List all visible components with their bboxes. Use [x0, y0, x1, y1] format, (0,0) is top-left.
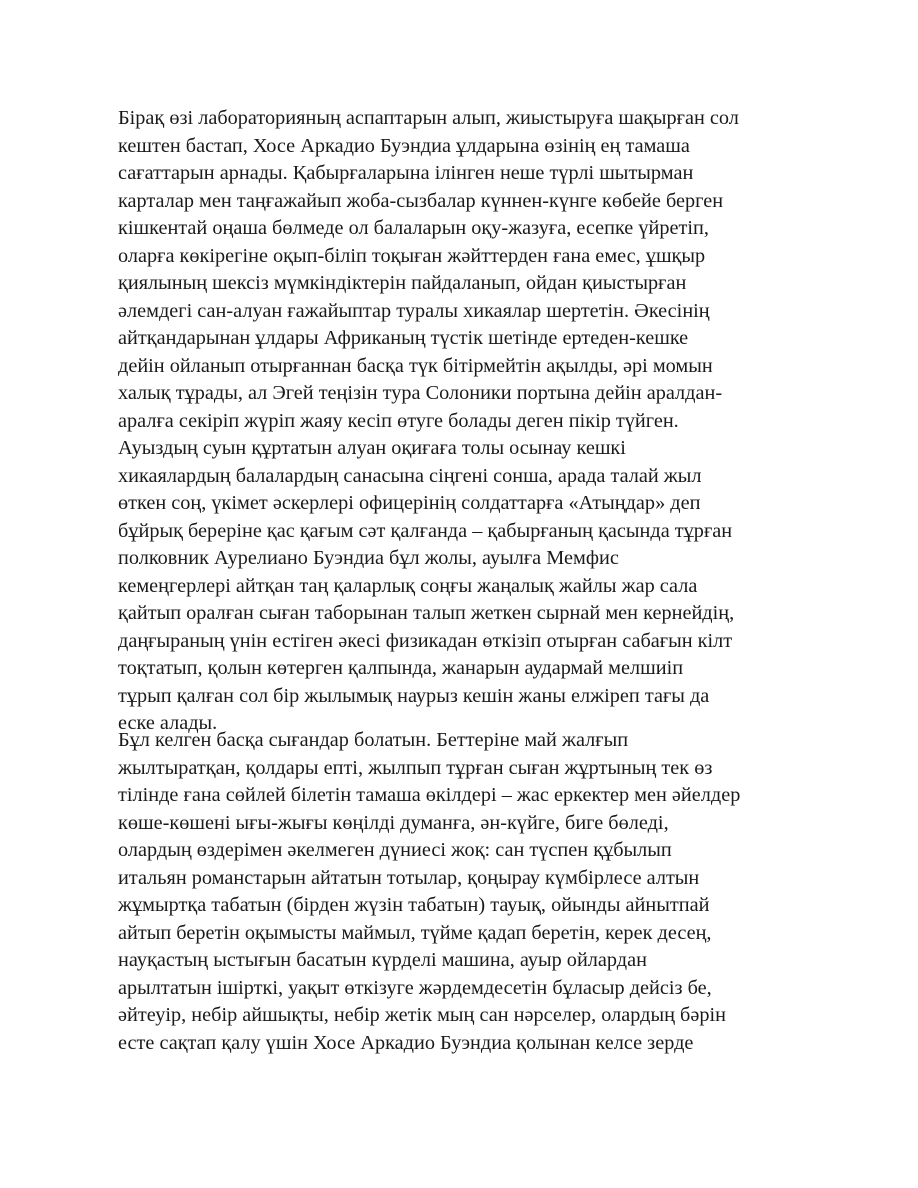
text-line: тілінде ғана сөйлей білетін тамаша өкілдері – жас еркектер мен әйелдер: [118, 784, 741, 806]
text-line: кемеңгерлері айтқан таң қаларлық соңғы жаңалық жайлы жар сала: [118, 574, 698, 597]
text-line: жұмыртқа табатын (бірден жүзін табатын) тауық, ойынды айнытпай: [118, 894, 710, 916]
text-line: олардың өздерімен әкелмеген дүниесі жоқ: сан түспен құбылып: [118, 839, 672, 861]
text-line: хикаялардың балалардың санасына сіңгені сонша, арада талай жыл: [118, 464, 702, 487]
text-line: жылтыратқан, қолдары епті, жылпып тұрған сыған жұртының тек өз: [118, 756, 713, 779]
text-line: Ауыздың суын құртатын алуан оқиғаға толы осынау кешкі: [118, 437, 626, 459]
text-line: қайтып оралған сыған таборынан талып жеткен сырнай мен кернейдің,: [118, 602, 735, 624]
text-line: сағаттарын арнады. Қабырғаларына ілінген неше түрлі шытырман: [118, 162, 694, 184]
text-line: кештен бастап, Хосе Аркадио Буэндиа ұлдарына өзінің ең тамаша: [118, 134, 690, 157]
text-line: Бұл келген басқа сығандар болатын. Беттеріне май жалғып: [118, 729, 629, 751]
text-line: полковник Аурелиано Буэндиа бұл жолы, ауылға Мемфис: [118, 547, 619, 569]
text-line: еске алады.: [118, 712, 218, 734]
text-line: кішкентай оңаша бөлмеде ол балаларын оқу-жазуға, есепке үйретіп,: [118, 217, 709, 239]
text-line: көше-көшені ығы-жығы көңілді думанға, ән-күйге, биге бөледі,: [118, 811, 669, 834]
text-line: тоқтатып, қолын көтерген қалпында, жанарын аудармай мелшиіп: [118, 657, 684, 679]
text-line: есте сақтап қалу үшін Хосе Аркадио Буэндиа қолынан келсе зерде: [118, 1031, 694, 1054]
text-line: бұйрық берерiне қас қағым сәт қалғанда – қабырғаның қасында тұрған: [118, 519, 733, 542]
paragraph-1: [118, 105, 818, 738]
text-line: даңғыраның үнін естіген әкесі физикадан өткізіп отырған сабағын кілт: [118, 629, 733, 652]
text-line: науқастың ыстығын басатын күрделі машина, ауыр ойлардан: [118, 949, 647, 971]
text-line: халық тұрады, ал Эгей теңізін тура Солоники портына дейін аралдан-: [118, 382, 723, 404]
text-line: айтқандарынан ұлдары Африканың түстік шетінде ертеден-кешке: [118, 327, 689, 349]
text-line: оларға көкірегіне оқып-біліп тоқыған жәйттерден ғана емес, ұшқыр: [118, 244, 706, 267]
text-line: әлемдегі сан-алуан ғажайыптар туралы хикаялар шертетін. Әкесінің: [118, 299, 710, 322]
text-line: тұрып қалған сол бір жылымық наурыз кешін жаны елжіреп тағы да: [118, 684, 710, 707]
text-line: әйтеуір, небір айшықты, небір жетік мың сан нәрселер, олардың бәрін: [118, 1004, 726, 1026]
text-line: айтып беретін оқымысты маймыл, түйме қадап беретін, керек десең,: [118, 921, 712, 944]
text-line: карталар мен таңғажайып жоба-сызбалар күннен-күнге көбейе берген: [118, 189, 724, 212]
text-line: арылтатын ішірткі, уақыт өткізуге жәрдемдесетін бұласыр дейсіз бе,: [118, 976, 712, 999]
text-line: дейін ойланып отырғаннан басқа түк бітірмейтін ақылды, әрі момын: [118, 354, 713, 377]
text-line: өткен соң, үкімет әскерлері офицерінің солдаттарға «Атыңдар» деп: [118, 492, 701, 514]
text-line: итальян романстарын айтатын тотылар, қоңырау күмбірлесе алтын: [118, 866, 700, 889]
text-line: Бірақ өзі лабораторияның аспаптарын алып, жиыстыруға шақырған сол: [118, 107, 739, 129]
text-line: қиялының шексіз мүмкіндіктерін пайдаланып, ойдан қиыстырған: [118, 272, 687, 294]
text-line: аралға секіріп жүріп жаяу кесіп өтуге болады деген пікір түйген.: [118, 409, 679, 432]
paragraph-2: [118, 727, 818, 1057]
